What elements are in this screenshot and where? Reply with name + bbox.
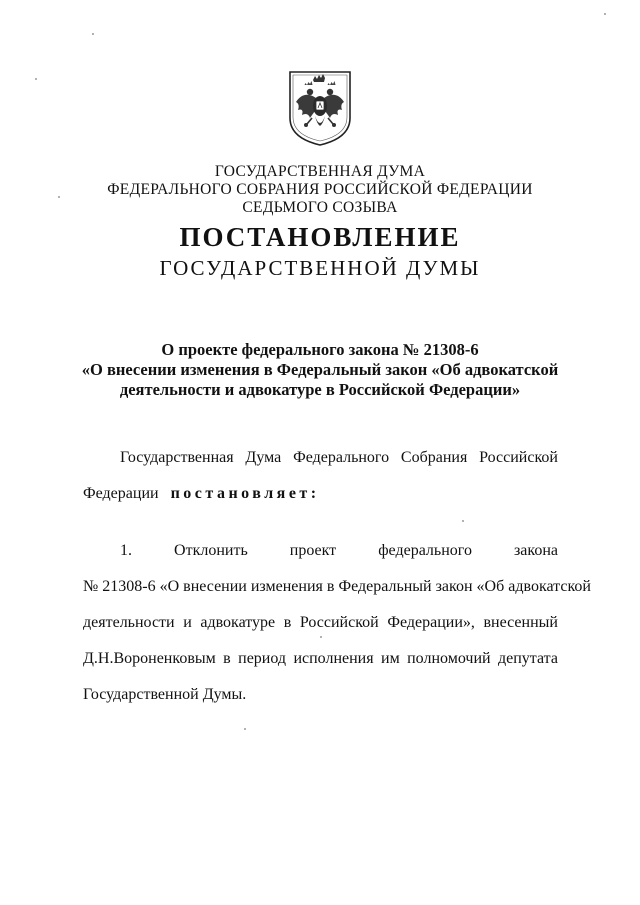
convocation: СЕДЬМОГО СОЗЫВА [242,199,398,216]
item-word: федерального [378,542,472,559]
item-line [83,650,558,668]
document-type: ПОСТАНОВЛЕНИЕ [179,222,461,252]
scan-speck [58,196,60,198]
item-word: им [381,650,400,667]
item-word: в [283,614,292,631]
item-word: Федерации», [387,614,475,631]
item-word: внесенный [483,614,558,631]
item-word: адвокатуре [200,614,276,631]
item-word: Д.Н.Вороненковым [83,650,216,667]
item-word: исполнения [293,650,374,667]
item-word: в [223,650,231,667]
item-number: 1. [120,542,132,559]
item-text: № 21308-6 «О внесении изменения в Федеральный закон «Об адвокатской [83,578,591,595]
organization-name: ГОСУДАРСТВЕННАЯ ДУМА [214,163,426,180]
preamble-word: Российской [479,449,558,466]
scan-speck [462,520,464,522]
document-issuer: ГОСУДАРСТВЕННОЙ ДУМЫ [159,256,481,280]
preamble-word: Собрания [400,449,468,466]
resolves-keyword: постановляет: [170,485,320,502]
resolution-title-line: деятельности и адвокатуре в Российской Федерации» [119,380,521,399]
scan-speck [92,33,94,35]
item-line [83,614,558,632]
scan-speck [604,13,606,15]
item-word: Российской [299,614,379,631]
resolution-title-line: О проекте федерального закона № 21308-6 [161,340,479,359]
item-text: Государственной Думы. [83,686,247,703]
item-word: и [183,614,192,631]
preamble-word: Федерации [83,485,159,502]
item-word: закона [513,542,558,559]
preamble-line [120,449,558,467]
preamble-word: Государственная [120,449,234,466]
scan-speck [320,636,322,638]
item-word: Отклонить [174,542,248,559]
item-line [83,578,591,596]
preamble-word: Федерального [293,449,390,466]
preamble-line [83,485,320,503]
organization-parent: ФЕДЕРАЛЬНОГО СОБРАНИЯ РОССИЙСКОЙ ФЕДЕРАЦИИ [107,181,533,198]
item-line [120,542,558,560]
russian-coat-of-arms-icon [286,68,354,148]
item-word: проект [289,542,337,559]
scan-speck [244,728,246,730]
item-word: период [238,650,287,667]
scan-speck [35,78,37,80]
item-word: депутата [498,650,558,667]
preamble-word: Дума [245,449,282,466]
item-word: полномочий [407,650,491,667]
item-line [83,686,246,704]
item-word: деятельности [83,614,175,631]
resolution-title-line: «О внесении изменения в Федеральный закон «Об адвокатской [81,360,559,379]
